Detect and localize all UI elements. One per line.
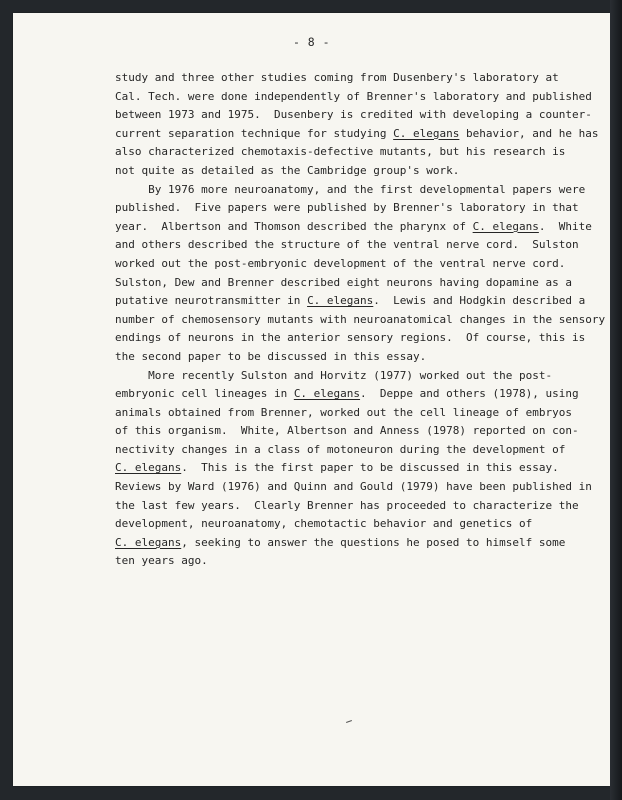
text-run: also characterized chemotaxis-defective mutants, but his research is	[115, 145, 566, 159]
underlined-species-name: C. elegans	[293, 387, 361, 401]
text-run: More recently Sulston and Horvitz (1977) worked out the post-	[115, 368, 553, 382]
text-line	[115, 218, 592, 237]
text-line	[115, 292, 586, 311]
text-run: . White	[538, 219, 592, 233]
text-run: published. Five papers were published by Brenner's laboratory in that	[115, 201, 579, 215]
scan-edge	[610, 0, 622, 800]
text-line	[115, 69, 559, 88]
underlined-species-name: C. elegans	[307, 294, 374, 308]
text-run: animals obtained from Brenner, worked out the cell lineage of embryos	[115, 405, 572, 419]
underlined-species-name: C. elegans	[115, 535, 182, 549]
text-run: the second paper to be discussed in this essay.	[115, 349, 427, 363]
text-run: . Lewis and Hodgkin described a	[373, 294, 586, 308]
text-run: between 1973 and 1975. Dusenbery is credited with developing a counter-	[115, 108, 592, 122]
text-line	[115, 236, 579, 255]
document-page	[13, 13, 610, 786]
underlined-species-name: C. elegans	[115, 461, 182, 475]
text-line	[115, 329, 586, 348]
text-line	[115, 106, 592, 125]
text-run: endings of neurons in the anterior sensory regions. Of course, this is	[115, 331, 586, 345]
page-number: - 8 -	[292, 35, 331, 49]
text-run: putative neurotransmitter in	[115, 294, 308, 308]
body-text	[115, 69, 606, 571]
text-run: of this organism. White, Albertson and Anness (1978) reported on con-	[115, 424, 579, 438]
text-line	[115, 404, 572, 423]
text-line	[115, 441, 566, 460]
text-run: Cal. Tech. were done independently of Brenner's laboratory and published	[115, 89, 592, 103]
underlined-species-name: C. elegans	[472, 219, 539, 233]
text-line	[115, 497, 579, 516]
text-line	[115, 534, 566, 553]
text-line	[115, 162, 555, 181]
text-run: Reviews by Ward (1976) and Quinn and Gould (1979) have been published in	[115, 480, 592, 494]
text-run: nectivity changes in a class of motoneuron during the development of	[115, 442, 566, 456]
text-run: number of chemosensory mutants with neuroanatomical changes in the sensory	[115, 312, 606, 326]
text-line	[115, 459, 559, 478]
text-line	[115, 143, 566, 162]
text-line	[115, 478, 592, 497]
text-line	[115, 422, 579, 441]
text-line	[115, 311, 606, 330]
text-line	[115, 181, 586, 200]
text-line	[115, 552, 555, 571]
text-line	[115, 348, 555, 367]
text-run: development, neuroanatomy, chemotactic behavior and genetics of	[115, 517, 533, 531]
text-run: year. Albertson and Thomson described the pharynx of	[115, 219, 473, 233]
text-run: study and three other studies coming from Dusenbery's laboratory at	[115, 71, 559, 84]
text-run: ten years ago.	[115, 554, 208, 568]
stray-pen-mark	[346, 720, 352, 723]
text-line	[115, 88, 592, 107]
text-run: Sulston, Dew and Brenner described eight neurons having dopamine as a	[115, 275, 572, 289]
text-line	[115, 125, 599, 144]
text-run: the last few years. Clearly Brenner has proceeded to characterize the	[115, 498, 579, 512]
text-run: current separation technique for studying	[115, 126, 394, 140]
text-run: . Deppe and others (1978), using	[360, 387, 579, 401]
text-run: , seeking to answer the questions he posed to himself some	[181, 535, 566, 549]
text-line	[115, 274, 572, 293]
text-run: not quite as detailed as the Cambridge group's work.	[115, 163, 460, 177]
text-run: behavior, and he has	[459, 126, 599, 140]
text-line	[115, 367, 555, 386]
text-run: . This is the first paper to be discussed in this essay.	[181, 461, 559, 475]
text-run: worked out the post-embryonic development of the ventral nerve cord.	[115, 256, 566, 270]
text-line	[115, 199, 579, 218]
text-line	[115, 515, 555, 534]
text-line	[115, 255, 566, 274]
text-run: and others described the structure of the ventral nerve cord. Sulston	[115, 238, 579, 252]
underlined-species-name: C. elegans	[393, 126, 460, 140]
text-line	[115, 385, 579, 404]
text-run: By 1976 more neuroanatomy, and the first developmental papers were	[115, 182, 586, 196]
text-run: embryonic cell lineages in	[115, 387, 294, 401]
